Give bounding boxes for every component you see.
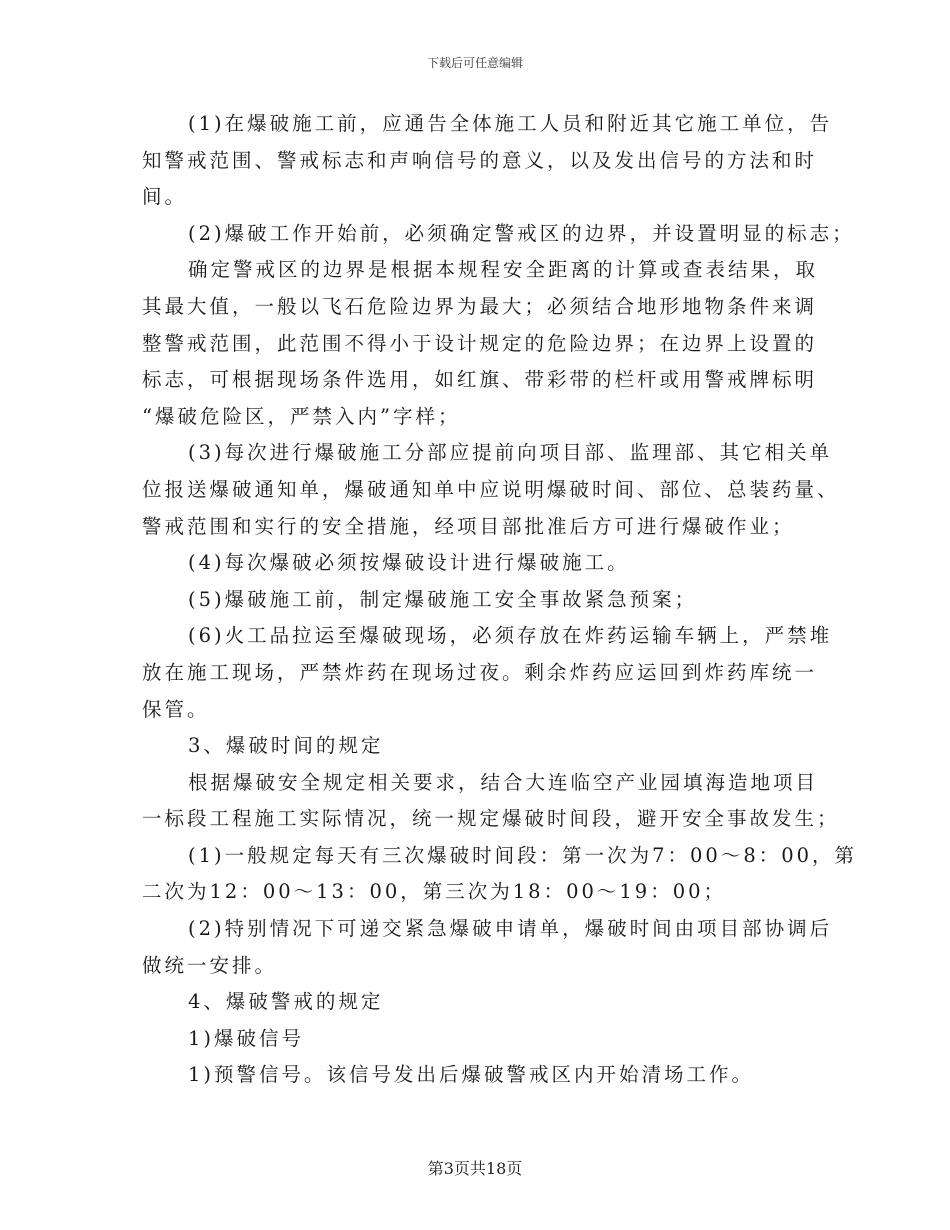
text-line: 保管。 [142, 697, 210, 721]
text-line: 一标段工程施工实际情况，统一规定爆破时间段，避开安全事故发生； [142, 807, 840, 831]
text-line: 4、爆破警戒的规定 [188, 990, 384, 1014]
text-line: 警戒范围和实行的安全措施，经项目部批准后方可进行爆破作业； [142, 514, 795, 538]
text-line: 标志，可根据现场条件选用，如红旗、带彩带的栏杆或用警戒牌标明 [142, 368, 818, 392]
page-header: 下载后可任意编辑 [426, 56, 523, 70]
text-line: 知警戒范围、警戒标志和声响信号的意义，以及发出信号的方法和时 [142, 148, 818, 172]
text-line: (1)一般规定每天有三次爆破时间段：第一次为7：00～8：00，第 [188, 843, 858, 867]
text-line: (6)火工品拉运至爆破现场，必须存放在炸药运输车辆上，严禁堆 [188, 624, 833, 648]
text-line: “爆破危险区，严禁入内”字样； [142, 404, 461, 428]
text-line: 二次为12：00～13：00，第三次为18：00～19：00； [142, 880, 727, 904]
text-line: 其最大值，一般以飞石危险边界为最大；必须结合地形地物条件来调 [142, 294, 818, 318]
page-footer: 第3页共18页 [427, 1159, 523, 1178]
text-line: 3、爆破时间的规定 [188, 734, 384, 758]
text-line: 1)爆破信号 [188, 1026, 305, 1050]
text-line: 整警戒范围，此范围不得小于设计规定的危险边界；在边界上设置的 [142, 331, 818, 355]
text-line: (2)特别情况下可递交紧急爆破申请单，爆破时间由项目部协调后 [188, 917, 833, 941]
text-line: (4)每次爆破必须按爆破设计进行爆破施工。 [188, 551, 630, 575]
text-line: 位报送爆破通知单，爆破通知单中应说明爆破时间、部位、总装药量、 [142, 477, 840, 501]
text-line: (1)在爆破施工前，应通告全体施工人员和附近其它施工单位，告 [188, 112, 833, 135]
text-line: 间。 [142, 185, 188, 209]
text-line: 放在施工现场，严禁炸药在现场过夜。剩余炸药应运回到炸药库统一 [142, 660, 818, 684]
text-line: 做统一安排。 [142, 953, 278, 977]
text-line: 确定警戒区的边界是根据本规程安全距离的计算或查表结果，取 [188, 258, 819, 282]
text-line: 根据爆破安全规定相关要求，结合大连临空产业园填海造地项目 [188, 770, 819, 794]
text-line: (3)每次进行爆破施工分部应提前向项目部、监理部、其它相关单 [188, 441, 833, 465]
text-line: 1)预警信号。该信号发出后爆破警戒区内开始清场工作。 [188, 1063, 755, 1087]
document-body [142, 106, 858, 1094]
text-line: (2)爆破工作开始前，必须确定警戒区的边界，并设置明显的标志； [188, 221, 855, 245]
text-line: (5)爆破施工前，制定爆破施工安全事故紧急预案； [188, 587, 698, 611]
